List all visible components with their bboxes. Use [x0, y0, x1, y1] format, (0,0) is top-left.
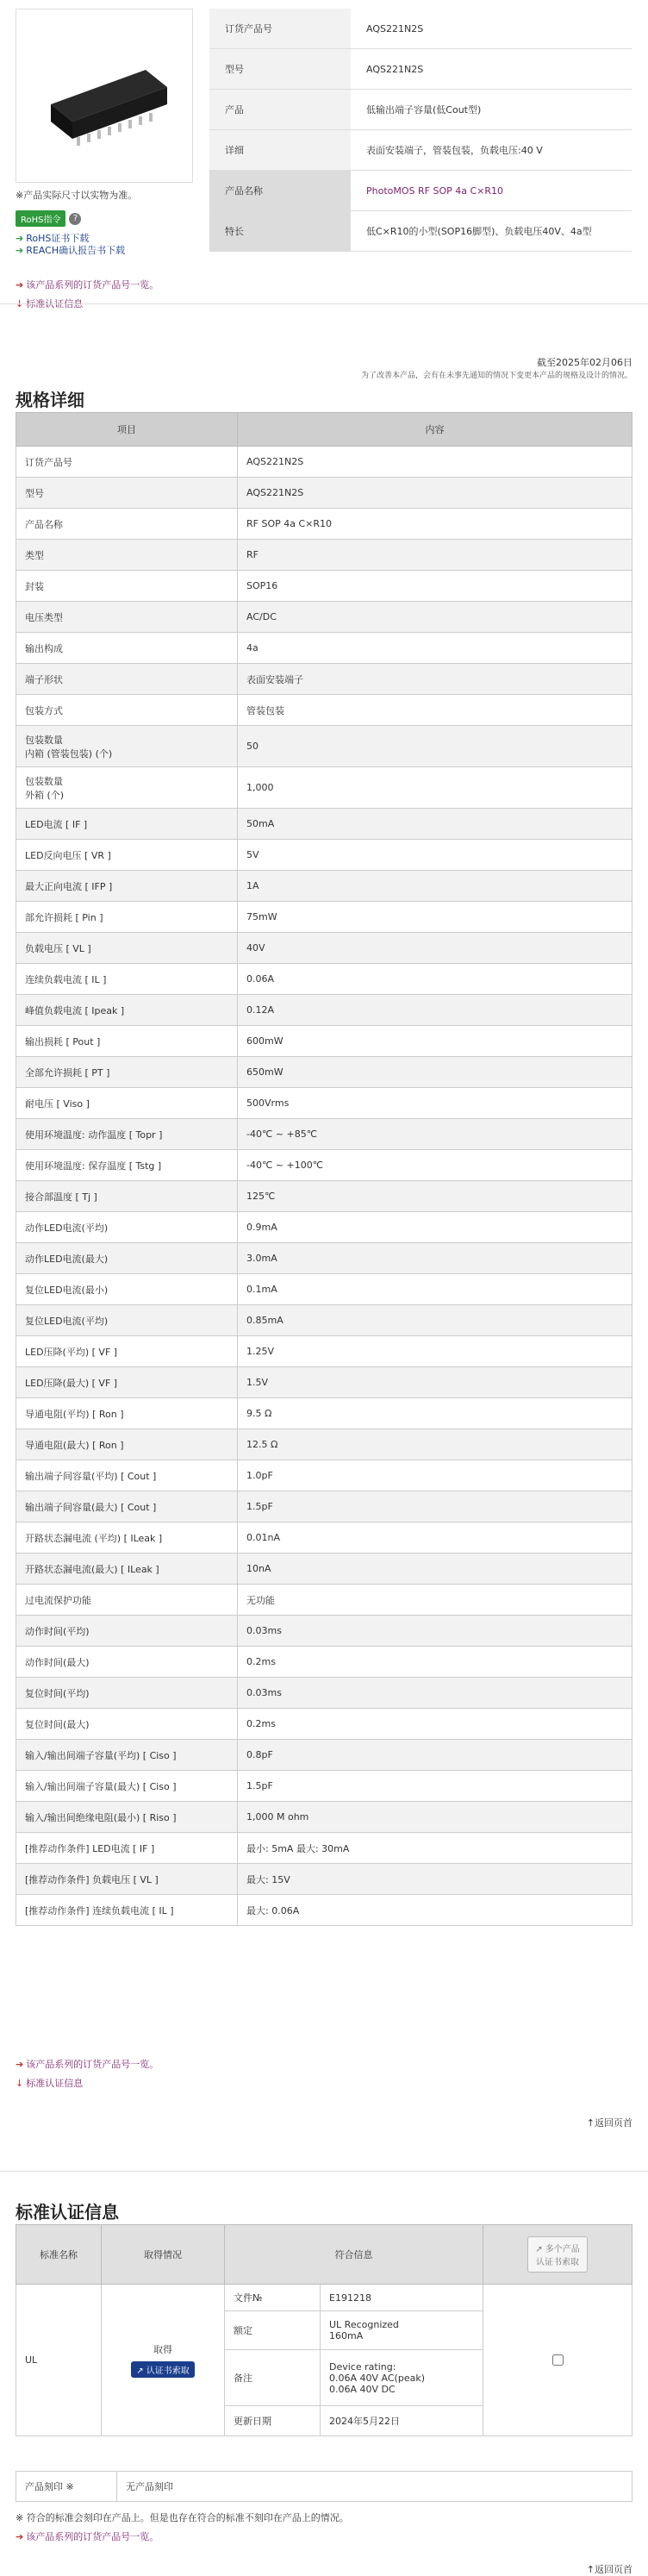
spec-label: [推荐动作条件] LED电流 [ IF ]: [16, 1833, 238, 1864]
cert-status: [102, 2285, 225, 2436]
spec-label: 订货产品号: [16, 447, 238, 478]
spec-row: [16, 1057, 632, 1088]
download-links: [16, 233, 125, 257]
cert-info-label: 备注: [225, 2350, 321, 2406]
arrow-right-icon: ↗: [136, 2367, 146, 2376]
mark-label: 产品刻印 ※: [16, 2472, 117, 2502]
spec-value: 600mW: [238, 1026, 632, 1057]
spec-row: [16, 1491, 632, 1522]
spec-value: 50: [238, 726, 632, 767]
spec-value: -40℃ ~ +100℃: [238, 1150, 632, 1181]
spec-label: 峰值负载电流 [ Ipeak ]: [16, 995, 238, 1026]
back-to-top-link[interactable]: ↑返回页首: [586, 2117, 632, 2129]
spec-row: [16, 633, 632, 664]
spec-label: [推荐动作条件] 连续负载电流 [ IL ]: [16, 1895, 238, 1926]
spec-value: 1.5pF: [238, 1771, 632, 1802]
summary-label: 特长: [209, 211, 351, 252]
summary-value: 低输出端子容量(低Cout型): [351, 90, 632, 130]
spec-value: 管装包装: [238, 695, 632, 726]
arrow-right-icon: ➔: [16, 2531, 24, 2542]
spec-label: 复位时间(最大): [16, 1709, 238, 1740]
help-icon[interactable]: ?: [69, 213, 81, 225]
spec-label: 耐电压 [ Viso ]: [16, 1088, 238, 1119]
arrow-right-icon: ➔: [16, 245, 24, 256]
spec-label: 开路状态漏电流 (平均) [ ILeak ]: [16, 1522, 238, 1554]
spec-label: 动作时间(平均): [16, 1616, 238, 1647]
cert-name: UL: [16, 2285, 102, 2436]
spec-label: 导通电阻(平均) [ Ron ]: [16, 1398, 238, 1429]
arrow-right-icon: ➔: [16, 279, 24, 291]
spec-value: 9.5 Ω: [238, 1398, 632, 1429]
spec-value: 50mA: [238, 809, 632, 840]
spec-row: [16, 871, 632, 902]
spec-row: [16, 1398, 632, 1429]
spec-row: [16, 540, 632, 571]
as-of-date: 截至2025年02月06日: [537, 357, 632, 368]
cert-info-value: UL Recognized 160mA: [321, 2311, 483, 2350]
spec-value: 40V: [238, 933, 632, 964]
summary-label: 产品名称: [209, 171, 351, 211]
summary-value: AQS221N2S: [351, 49, 632, 90]
mark-table: [16, 2471, 632, 2502]
spec-value: 500Vrms: [238, 1088, 632, 1119]
cert-info-value: Device rating: 0.06A 40V AC(peak) 0.06A 40V DC: [321, 2350, 483, 2406]
spec-row: [16, 1181, 632, 1212]
arrow-right-icon: ➔: [16, 233, 24, 244]
spec-value: 0.03ms: [238, 1616, 632, 1647]
cert-info-label: 额定: [225, 2311, 321, 2350]
spec-value: 1.25V: [238, 1336, 632, 1367]
cert-header-info: 符合信息: [225, 2225, 483, 2285]
spec-label: 全部允许损耗 [ PT ]: [16, 1057, 238, 1088]
spec-label: 电压类型: [16, 602, 238, 633]
spec-row: [16, 1367, 632, 1398]
cert-select-checkbox[interactable]: [552, 2354, 564, 2366]
spec-label: 使用环境温度: 保存温度 [ Tstg ]: [16, 1150, 238, 1181]
bottom-links: [16, 2055, 159, 2093]
spec-label: 使用环境温度: 动作温度 [ Topr ]: [16, 1119, 238, 1150]
spec-row: [16, 1026, 632, 1057]
spec-value: 最小: 5mA 最大: 30mA: [238, 1833, 632, 1864]
summary-label: 详细: [209, 130, 351, 171]
summary-label: 订货产品号: [209, 9, 351, 49]
spec-row: [16, 602, 632, 633]
spec-label: 包装数量 内箱 (管装包装) (个): [16, 726, 238, 767]
spec-row: [16, 664, 632, 695]
spec-value: RF: [238, 540, 632, 571]
spec-label: 输出损耗 [ Pout ]: [16, 1026, 238, 1057]
spec-value: 最大: 15V: [238, 1864, 632, 1895]
spec-row: [16, 995, 632, 1026]
arrow-down-icon: ↓: [16, 2078, 24, 2089]
spec-label: 包装数量 外箱 (个): [16, 767, 238, 809]
spec-label: 产品名称: [16, 509, 238, 540]
spec-row: [16, 1678, 632, 1709]
cert-info-label: 更新日期: [225, 2406, 321, 2436]
spec-value: 0.85mA: [238, 1305, 632, 1336]
spec-row: [16, 1771, 632, 1802]
mark-note: ※ 符合的标准会刻印在产品上。但是也存在符合的标准不刻印在产品上的情况。: [16, 2512, 349, 2523]
side-links: [16, 276, 159, 314]
spec-row: [16, 1150, 632, 1181]
spec-row: [16, 478, 632, 509]
summary-table: [209, 9, 632, 252]
cert-title: 标准认证信息: [16, 2202, 119, 2223]
spec-value: AC/DC: [238, 602, 632, 633]
spec-row: [16, 1895, 632, 1926]
cert-info-value: 2024年5月22日: [321, 2406, 483, 2436]
spec-label: 负载电压 [ VL ]: [16, 933, 238, 964]
divider: [0, 2171, 648, 2172]
date-note: 为了改善本产品，会有在未事先通知的情况下变更本产品的规格及设计的情况。: [360, 372, 632, 380]
spec-label: 部允许损耗 [ Pin ]: [16, 902, 238, 933]
spec-value: 10nA: [238, 1554, 632, 1585]
spec-row: [16, 840, 632, 871]
reach-download-link[interactable]: ➔ REACH确认报告书下载: [16, 245, 126, 256]
cert-link[interactable]: ↓ 标准认证信息: [16, 298, 84, 309]
product-photo: [16, 9, 193, 183]
spec-value: 0.12A: [238, 995, 632, 1026]
arrow-right-icon: ➔: [16, 2059, 24, 2070]
spec-label: 输入/输出间绝缘电阻(最小) [ Riso ]: [16, 1802, 238, 1833]
back-to-top-link-final[interactable]: ↑返回页首: [586, 2564, 632, 2575]
spec-label: 输入/输出间端子容量(最大) [ Ciso ]: [16, 1771, 238, 1802]
arrow-down-icon: ↓: [16, 298, 24, 309]
spec-label: 连续负载电流 [ IL ]: [16, 964, 238, 995]
spec-row: [16, 1336, 632, 1367]
spec-label: LED压降(最大) [ VF ]: [16, 1367, 238, 1398]
spec-value: AQS221N2S: [238, 478, 632, 509]
spec-value: 最大: 0.06A: [238, 1895, 632, 1926]
spec-label: LED压降(平均) [ VF ]: [16, 1336, 238, 1367]
series-link-final[interactable]: ➔ 该产品系列的订货产品号一览。: [16, 2531, 159, 2542]
summary-label: 产品: [209, 90, 351, 130]
spec-row: [16, 1554, 632, 1585]
spec-label: 型号: [16, 478, 238, 509]
spec-label: 最大正向电流 [ IFP ]: [16, 871, 238, 902]
cert-link-bottom[interactable]: ↓ 标准认证信息: [16, 2078, 84, 2089]
series-link[interactable]: ➔ 该产品系列的订货产品号一览。: [16, 279, 159, 291]
spec-body: [16, 447, 632, 1926]
spec-row: [16, 1585, 632, 1616]
spec-label: [推荐动作条件] 负载电压 [ VL ]: [16, 1864, 238, 1895]
spec-row: [16, 767, 632, 809]
spec-row: [16, 1616, 632, 1647]
series-link-bottom[interactable]: ➔ 该产品系列的订货产品号一览。: [16, 2059, 159, 2070]
spec-label: 输入/输出间端子容量(平均) [ Ciso ]: [16, 1740, 238, 1771]
spec-label: 动作LED电流(平均): [16, 1212, 238, 1243]
cert-select-cell: [483, 2285, 632, 2436]
spec-row: [16, 964, 632, 995]
spec-row: [16, 1460, 632, 1491]
spec-row: [16, 1243, 632, 1274]
spec-label: 复位LED电流(平均): [16, 1305, 238, 1336]
spec-value: 1A: [238, 871, 632, 902]
cert-table: [16, 2224, 632, 2436]
spec-row: [16, 447, 632, 478]
spec-value: 0.1mA: [238, 1274, 632, 1305]
spec-row: [16, 509, 632, 540]
cert-header-multi: [483, 2225, 632, 2285]
spec-label: LED反向电压 [ VR ]: [16, 840, 238, 871]
spec-row: [16, 571, 632, 602]
spec-row: [16, 1522, 632, 1554]
cert-request-button[interactable]: ↗ 认证书索取: [131, 2361, 195, 2378]
spec-value: SOP16: [238, 571, 632, 602]
spec-row: [16, 1119, 632, 1150]
spec-value: 1,000 M ohm: [238, 1802, 632, 1833]
spec-value: RF SOP 4a C×R10: [238, 509, 632, 540]
spec-label: 复位LED电流(最小): [16, 1274, 238, 1305]
multi-cert-button[interactable]: ↗ 多个产品 认证书索取: [527, 2236, 588, 2273]
spec-label: 输出构成: [16, 633, 238, 664]
spec-row: [16, 809, 632, 840]
final-links: [16, 2528, 159, 2547]
spec-value: 75mW: [238, 902, 632, 933]
spec-value: 1,000: [238, 767, 632, 809]
spec-row: [16, 933, 632, 964]
spec-label: 输出端子间容量(平均) [ Cout ]: [16, 1460, 238, 1491]
spec-label: 封装: [16, 571, 238, 602]
spec-value: 0.06A: [238, 964, 632, 995]
rohs-indicator: [16, 210, 81, 227]
spec-header-content: 内容: [238, 413, 632, 447]
spec-row: [16, 1864, 632, 1895]
spec-value: 0.9mA: [238, 1212, 632, 1243]
spec-value: 0.8pF: [238, 1740, 632, 1771]
spec-value: 表面安装端子: [238, 664, 632, 695]
product-overview: [0, 0, 648, 336]
cert-header-status: 取得情况: [102, 2225, 225, 2285]
summary-value: 表面安装端子，管装包装，负载电压:40 V: [351, 130, 632, 171]
spec-value: 0.2ms: [238, 1709, 632, 1740]
spec-value: -40℃ ~ +85℃: [238, 1119, 632, 1150]
spec-label: 包装方式: [16, 695, 238, 726]
spec-row: [16, 1429, 632, 1460]
spec-label: 接合部温度 [ Tj ]: [16, 1181, 238, 1212]
spec-value: 无功能: [238, 1585, 632, 1616]
spec-row: [16, 1740, 632, 1771]
summary-label: 型号: [209, 49, 351, 90]
spec-value: 3.0mA: [238, 1243, 632, 1274]
spec-row: [16, 1647, 632, 1678]
cert-info-value: E191218: [321, 2285, 483, 2311]
spec-value: 5V: [238, 840, 632, 871]
summary-value: AQS221N2S: [351, 9, 632, 49]
arrow-up-icon: ↑: [586, 2564, 595, 2575]
divider: [0, 303, 648, 304]
spec-row: [16, 1709, 632, 1740]
spec-label: 过电流保护功能: [16, 1585, 238, 1616]
cert-status-text: 取得: [153, 2344, 172, 2355]
spec-value: 12.5 Ω: [238, 1429, 632, 1460]
spec-value: 1.5V: [238, 1367, 632, 1398]
photo-note: ※产品实际尺寸以实物为准。: [16, 190, 138, 201]
spec-table: [16, 412, 632, 1926]
spec-row: [16, 726, 632, 767]
spec-row: [16, 695, 632, 726]
spec-label: 导通电阻(最大) [ Ron ]: [16, 1429, 238, 1460]
spec-value: 1.5pF: [238, 1491, 632, 1522]
spec-value: 1.0pF: [238, 1460, 632, 1491]
spec-row: [16, 1802, 632, 1833]
spec-label: 开路状态漏电流(最大) [ ILeak ]: [16, 1554, 238, 1585]
spec-label: 动作时间(最大): [16, 1647, 238, 1678]
summary-value: 低C×R10的小型(SOP16脚型)、负载电压40V、4a型: [351, 211, 632, 252]
spec-label: LED电流 [ IF ]: [16, 809, 238, 840]
spec-label: 复位时间(平均): [16, 1678, 238, 1709]
mark-value: 无产品刻印: [117, 2472, 632, 2502]
spec-row: [16, 1833, 632, 1864]
spec-row: [16, 902, 632, 933]
arrow-up-icon: ↑: [586, 2117, 595, 2129]
spec-row: [16, 1212, 632, 1243]
spec-value: AQS221N2S: [238, 447, 632, 478]
summary-value[interactable]: PhotoMOS RF SOP 4a C×R10: [351, 171, 632, 211]
cert-info-label: 文件№: [225, 2285, 321, 2311]
rohs-download-link[interactable]: ➔ RoHS证书下载: [16, 233, 90, 244]
cert-header-name: 标准名称: [16, 2225, 102, 2285]
spec-header-item: 项目: [16, 413, 238, 447]
spec-label: 类型: [16, 540, 238, 571]
spec-row: [16, 1305, 632, 1336]
rohs-badge[interactable]: RoHS指令: [16, 210, 65, 227]
spec-value: 4a: [238, 633, 632, 664]
spec-label: 输出端子间容量(最大) [ Cout ]: [16, 1491, 238, 1522]
spec-row: [16, 1274, 632, 1305]
spec-value: 650mW: [238, 1057, 632, 1088]
spec-title: 规格详细: [16, 390, 84, 410]
spec-value: 0.01nA: [238, 1522, 632, 1554]
spec-value: 125℃: [238, 1181, 632, 1212]
spec-label: 端子形状: [16, 664, 238, 695]
spec-value: 0.2ms: [238, 1647, 632, 1678]
spec-value: 0.03ms: [238, 1678, 632, 1709]
spec-label: 动作LED电流(最大): [16, 1243, 238, 1274]
spec-row: [16, 1088, 632, 1119]
arrow-right-icon: ↗: [535, 2245, 545, 2254]
